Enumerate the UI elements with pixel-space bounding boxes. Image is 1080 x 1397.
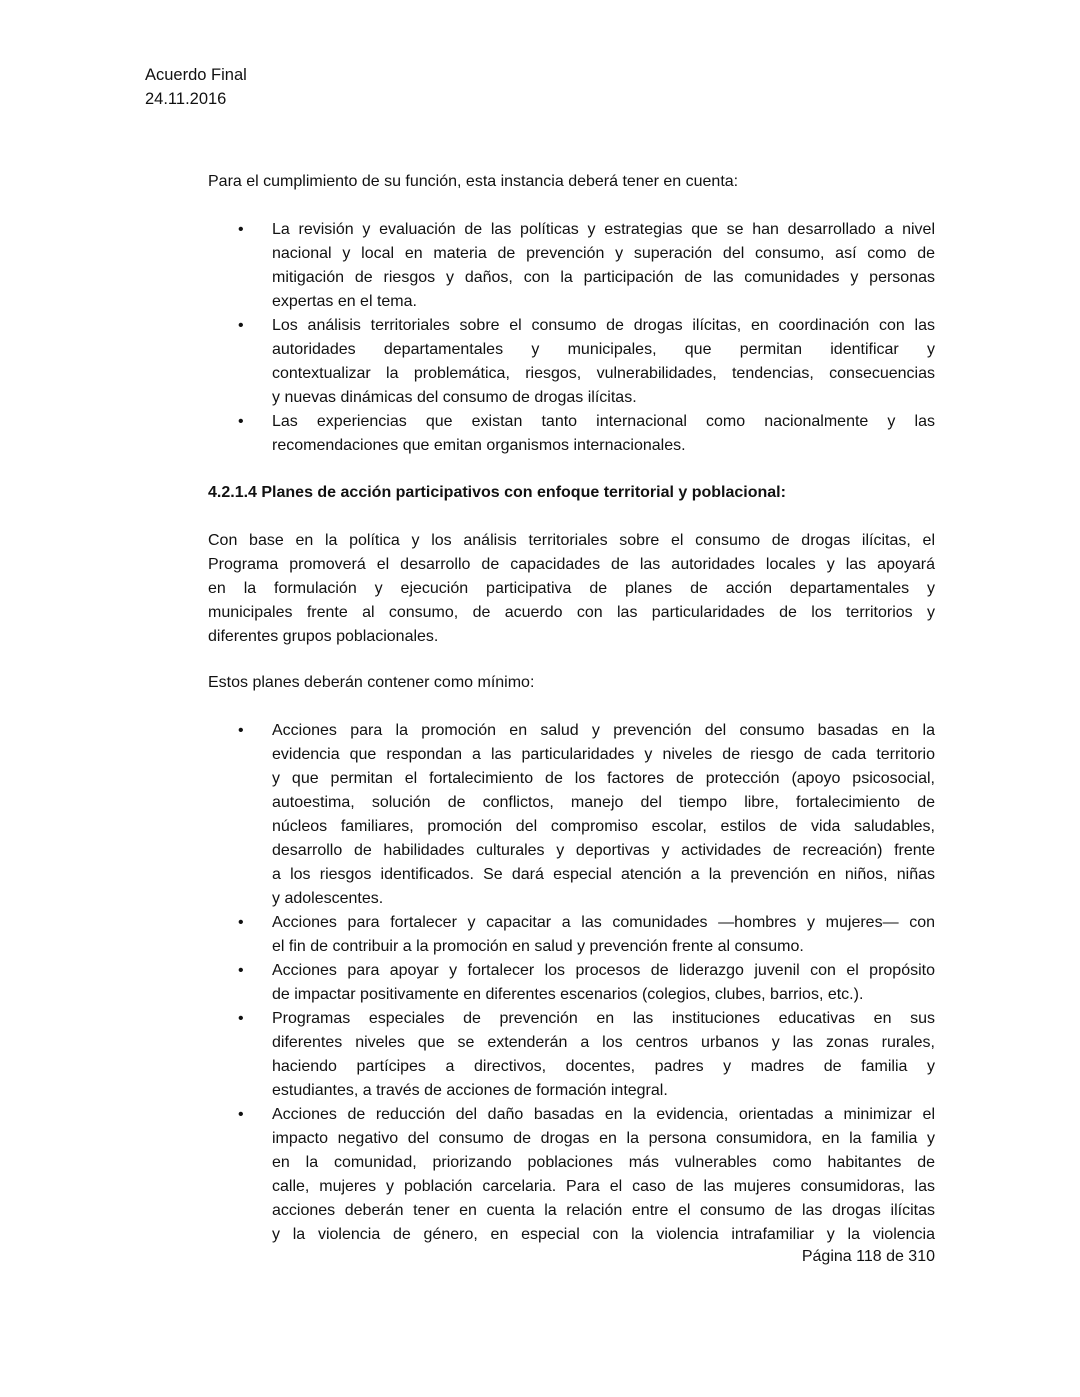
text-line: en la formulación y ejecución participativa de planes de acción departamentales y bbox=[208, 580, 935, 597]
bullet-icon: • bbox=[238, 1106, 244, 1123]
list-item bbox=[208, 410, 935, 458]
text-line: Estos planes deberán contener como mínimo: bbox=[208, 674, 535, 691]
text-line: estudiantes, a través de acciones de formación integral. bbox=[272, 1082, 668, 1099]
text-line: Los análisis territoriales sobre el consumo de drogas ilícitas, en coordinación con las bbox=[272, 317, 935, 334]
text-line: Las experiencias que existan tanto internacional como nacionalmente y las bbox=[272, 413, 935, 430]
text-line: y nuevas dinámicas del consumo de drogas ilícitas. bbox=[272, 389, 637, 406]
criteria-list bbox=[208, 218, 935, 458]
text-line: Para el cumplimiento de su función, esta instancia deberá tener en cuenta: bbox=[208, 173, 739, 190]
text-line: autoridades departamentales y municipales, que permitan identificar y bbox=[272, 341, 935, 358]
text-line: a los riesgos identificados. Se dará especial atención a la prevención en niños, niñas bbox=[272, 866, 935, 883]
list-item bbox=[208, 911, 935, 959]
bullet-icon: • bbox=[238, 221, 244, 238]
bullet-icon: • bbox=[238, 722, 244, 739]
intro-paragraph bbox=[208, 170, 935, 194]
text-line: diferentes niveles que se extenderán a los centros urbanos y las zonas rurales, bbox=[272, 1034, 935, 1051]
text-line: mitigación de riesgos y daños, con la participación de las comunidades y personas bbox=[272, 269, 935, 286]
text-line: Con base en la política y los análisis territoriales sobre el consumo de drogas ilícitas, el bbox=[208, 532, 935, 549]
text-line: Acciones para fortalecer y capacitar a las comunidades —hombres y mujeres— con bbox=[272, 914, 935, 931]
list-item bbox=[208, 719, 935, 911]
page-number: Página 118 de 310 bbox=[801, 1248, 935, 1265]
text-line: Programa promoverá el desarrollo de capacidades de las autoridades locales y las apoyará bbox=[208, 556, 935, 573]
text-line: municipales frente al consumo, de acuerdo con las particularidades de los territorios y bbox=[208, 604, 935, 621]
text-line: y que permitan el fortalecimiento de los factores de protección (apoyo psicosocial, bbox=[272, 770, 935, 787]
section-heading bbox=[208, 481, 935, 505]
text-line: núcleos familiares, promoción del compromiso escolar, estilos de vida saludables, bbox=[272, 818, 935, 835]
text-line: y adolescentes. bbox=[272, 890, 384, 907]
text-line: haciendo partícipes a directivos, docentes, padres y madres de familia y bbox=[272, 1058, 935, 1075]
text-line: desarrollo de habilidades culturales y deportivas y actividades de recreación) frente bbox=[272, 842, 935, 859]
text-line: diferentes grupos poblacionales. bbox=[208, 628, 439, 645]
bullet-icon: • bbox=[238, 914, 244, 931]
list-item bbox=[208, 314, 935, 410]
text-line: el fin de contribuir a la promoción en salud y prevención frente al consumo. bbox=[272, 938, 804, 955]
text-line: evidencia que respondan a las particularidades y niveles de riesgo de cada territorio bbox=[272, 746, 935, 763]
document-title: Acuerdo Final bbox=[145, 66, 247, 84]
text-line: Acciones de reducción del daño basadas en la evidencia, orientadas a minimizar el bbox=[272, 1106, 935, 1123]
text-line: Acciones para apoyar y fortalecer los procesos de liderazgo juvenil con el propósito bbox=[272, 962, 935, 979]
plans-intro-paragraph bbox=[208, 671, 935, 695]
text-line: autoestima, solución de conflictos, manejo del tiempo libre, fortalecimiento de bbox=[272, 794, 935, 811]
text-line: y la violencia de género, en especial con la violencia intrafamiliar y la violencia bbox=[272, 1226, 935, 1243]
bullet-icon: • bbox=[238, 317, 244, 334]
text-line: 4.2.1.4 Planes de acción participativos con enfoque territorial y poblacional: bbox=[208, 484, 786, 501]
text-line: Acciones para la promoción en salud y prevención del consumo basadas en la bbox=[272, 722, 935, 739]
text-line: contextualizar la problemática, riesgos, vulnerabilidades, tendencias, consecuencias bbox=[272, 365, 935, 382]
bullet-icon: • bbox=[238, 413, 244, 430]
text-line: recomendaciones que emitan organismos internacionales. bbox=[272, 437, 686, 454]
text-line: Programas especiales de prevención en las instituciones educativas en sus bbox=[272, 1010, 935, 1027]
list-item bbox=[208, 218, 935, 314]
text-line: expertas en el tema. bbox=[272, 293, 417, 310]
text-line: impacto negativo del consumo de drogas en la persona consumidora, en la familia y bbox=[272, 1130, 935, 1147]
text-line: en la comunidad, priorizando poblaciones más vulnerables como habitantes de bbox=[272, 1154, 935, 1171]
text-line: de impactar positivamente en diferentes escenarios (colegios, clubes, barrios, etc.). bbox=[272, 986, 864, 1003]
bullet-icon: • bbox=[238, 962, 244, 979]
text-line: La revisión y evaluación de las políticas y estrategias que se han desarrollado a nivel bbox=[272, 221, 935, 238]
program-paragraph bbox=[208, 529, 935, 649]
list-item bbox=[208, 1103, 935, 1247]
document-date: 24.11.2016 bbox=[145, 90, 227, 108]
document-header bbox=[145, 63, 247, 111]
text-line: nacional y local en materia de prevención y superación del consumo, así como de bbox=[272, 245, 935, 262]
bullet-icon: • bbox=[238, 1010, 244, 1027]
list-item bbox=[208, 959, 935, 1007]
text-line: acciones deberán tener en cuenta la relación entre el consumo de las drogas ilícitas bbox=[272, 1202, 935, 1219]
list-item bbox=[208, 1007, 935, 1103]
text-line: calle, mujeres y población carcelaria. Para el caso de las mujeres consumidoras, las bbox=[272, 1178, 935, 1195]
plans-contents-list bbox=[208, 719, 935, 1247]
